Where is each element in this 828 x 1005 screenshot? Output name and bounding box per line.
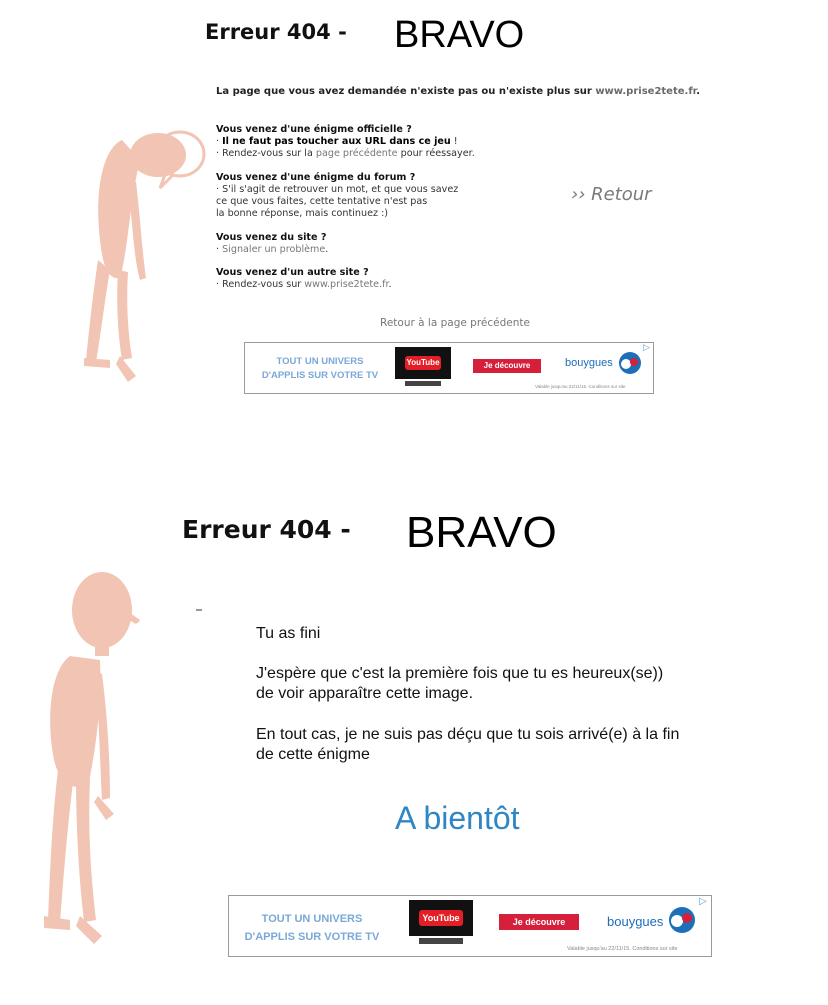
finished-text: Tu as fini xyxy=(256,625,321,642)
section-official: Vous venez d'une énigme officielle ? · Il ne faut pas toucher aux URL dans ce jeu ! · Rendez-vous sur la page précédente pour réessayer. xyxy=(216,124,475,159)
top-intro xyxy=(216,86,700,97)
intro-text: La page que vous avez demandée n'existe pas ou n'existe plus sur xyxy=(216,86,596,97)
back-to-previous-link[interactable]: Retour à la page précédente xyxy=(380,317,530,329)
ad-banner-bottom[interactable] xyxy=(228,895,712,957)
section-official-heading: Vous venez d'une énigme officielle ? xyxy=(216,124,412,135)
youtube-tv-icon: YouTube xyxy=(395,347,451,379)
section-forum: Vous venez d'une énigme du forum ? · S'il s'agit de retrouver un mot, et que vous savez ce que vous faites, cette tentative n'est pas la bonne réponse, mais continuez :) xyxy=(216,172,459,219)
ad-fineprint: Valable jusqu'au 22/11/15. Conditions sur site xyxy=(567,946,678,952)
previous-page-link[interactable]: page précédente xyxy=(315,148,398,159)
ad-banner-top[interactable] xyxy=(244,342,654,394)
bouygues-bubbles-icon xyxy=(665,904,699,938)
bouygues-logo: bouygues xyxy=(607,914,664,929)
report-problem-link[interactable]: Signaler un problème xyxy=(222,244,326,255)
section-site-heading: Vous venez du site ? xyxy=(216,232,327,243)
long-nose-figure-icon xyxy=(40,570,150,950)
section-site: Vous venez du site ? · Signaler un problème. xyxy=(216,232,329,255)
section-other: Vous venez d'un autre site ? · Rendez-vous sur www.prise2tete.fr. xyxy=(216,267,392,290)
message-line-4: En tout cas, je ne suis pas déçu que tu sois arrivé(e) à la fin de cette énigme xyxy=(256,726,680,763)
message-line-2: J'espère que c'est la première fois que tu es heureux(se)) de voir apparaître cette image. xyxy=(256,665,664,702)
url-warning: Il ne faut pas toucher aux URL dans ce jeu xyxy=(222,136,451,147)
section-other-heading: Vous venez d'un autre site ? xyxy=(216,267,369,278)
stray-mark xyxy=(196,609,202,611)
intro-end: . xyxy=(696,86,700,97)
ad-line2: D'APPLIS SUR VOTRE TV xyxy=(261,370,379,381)
retour-link[interactable]: ›› Retour xyxy=(571,184,652,205)
bottom-error-title: Erreur 404 - xyxy=(182,515,351,544)
bouygues-bubbles-icon xyxy=(615,349,645,379)
discover-button[interactable]: Je découvre xyxy=(499,914,579,930)
bottom-bravo-text: BRAVO xyxy=(406,508,557,557)
adchoices-icon[interactable]: ▷ xyxy=(699,896,707,907)
speech-bubble-icon xyxy=(152,128,207,190)
ad-line1: TOUT UN UNIVERS xyxy=(276,356,364,367)
youtube-tv-icon: YouTube xyxy=(409,900,473,936)
bouygues-logo: bouygues xyxy=(565,357,613,369)
intro-site-link[interactable]: www.prise2tete.fr xyxy=(595,86,697,97)
tv-box-icon xyxy=(405,381,441,386)
discover-button[interactable]: Je découvre xyxy=(473,359,541,373)
see-you-soon-text: A bientôt xyxy=(395,800,520,836)
ad-line1: TOUT UN UNIVERS xyxy=(261,913,363,925)
adchoices-icon[interactable]: ▷ xyxy=(643,343,650,353)
nose-tip-icon xyxy=(126,612,142,624)
other-site-link[interactable]: www.prise2tete.fr xyxy=(304,279,389,290)
tv-box-icon xyxy=(419,938,463,944)
top-error-title: Erreur 404 - xyxy=(205,20,347,44)
ad-fineprint: Valable jusqu'au 22/11/15. Conditions sur site xyxy=(535,384,626,389)
section-forum-heading: Vous venez d'une énigme du forum ? xyxy=(216,172,416,183)
top-bravo-text: BRAVO xyxy=(394,14,525,56)
ad-line2: D'APPLIS SUR VOTRE TV xyxy=(244,931,380,943)
